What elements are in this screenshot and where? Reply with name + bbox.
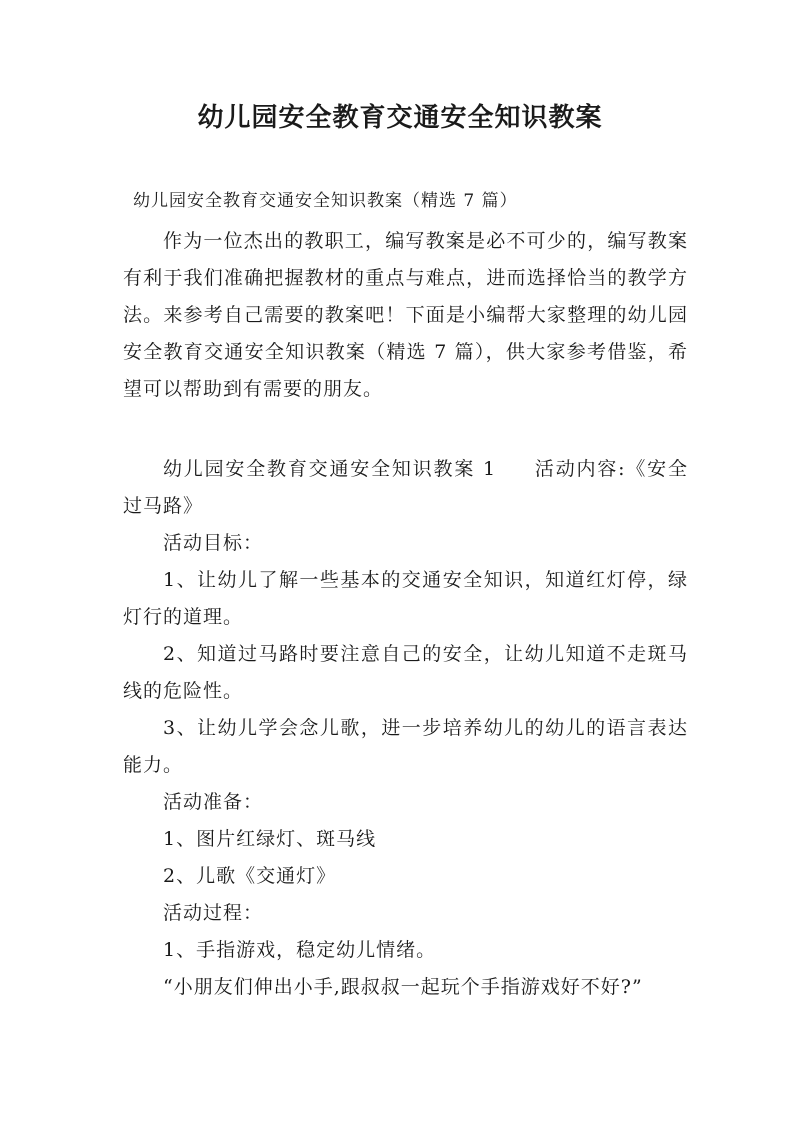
prep-heading: 活动准备： — [163, 791, 264, 813]
lesson-title: 幼儿园安全教育交通安全知识教案 1 — [163, 458, 497, 480]
document-subtitle: 幼儿园安全教育交通安全知识教案（精选 7 篇） — [133, 191, 518, 211]
process-heading: 活动过程： — [163, 902, 264, 924]
prep-item: 1、图片红绿灯、斑马线 — [163, 828, 377, 850]
prep-item: 2、儿歌《交通灯》 — [163, 865, 337, 887]
goals-heading: 活动目标： — [163, 532, 264, 554]
intro-paragraph: 作为一位杰出的教职工，编写教案是必不可少的，编写教案有利于我们准确把握教材的重点与难点，进而选择恰当的教学方法。来参考自己需要的教案吧！下面是小编帮大家整理的幼儿园安全教育交通安全知识教案（精选 7 篇），供大家参考借鉴，希望可以帮助到有需要的朋友。 — [123, 230, 688, 400]
intro-section — [123, 223, 688, 408]
document-title: 幼儿园安全教育交通安全知识教案 — [197, 103, 603, 133]
process-item: 1、手指游戏，稳定幼儿情绪。 — [163, 939, 437, 961]
goal-item: 1、让幼儿了解一些基本的交通安全知识，知道红灯停，绿灯行的道理。 — [123, 569, 688, 628]
lesson-1-section — [123, 451, 688, 1006]
activity-content: 活动内容:《安全过马路》 — [123, 458, 688, 517]
lesson-heading — [123, 451, 688, 525]
game-quote: “小朋友们伸出小手,跟叔叔一起玩个手指游戏好不好?” — [163, 976, 643, 998]
goal-item: 3、让幼儿学会念儿歌，进一步培养幼儿的幼儿的语言表达能力。 — [123, 717, 688, 776]
goal-item: 2、知道过马路时要注意自己的安全，让幼儿知道不走斑马线的危险性。 — [123, 643, 688, 702]
